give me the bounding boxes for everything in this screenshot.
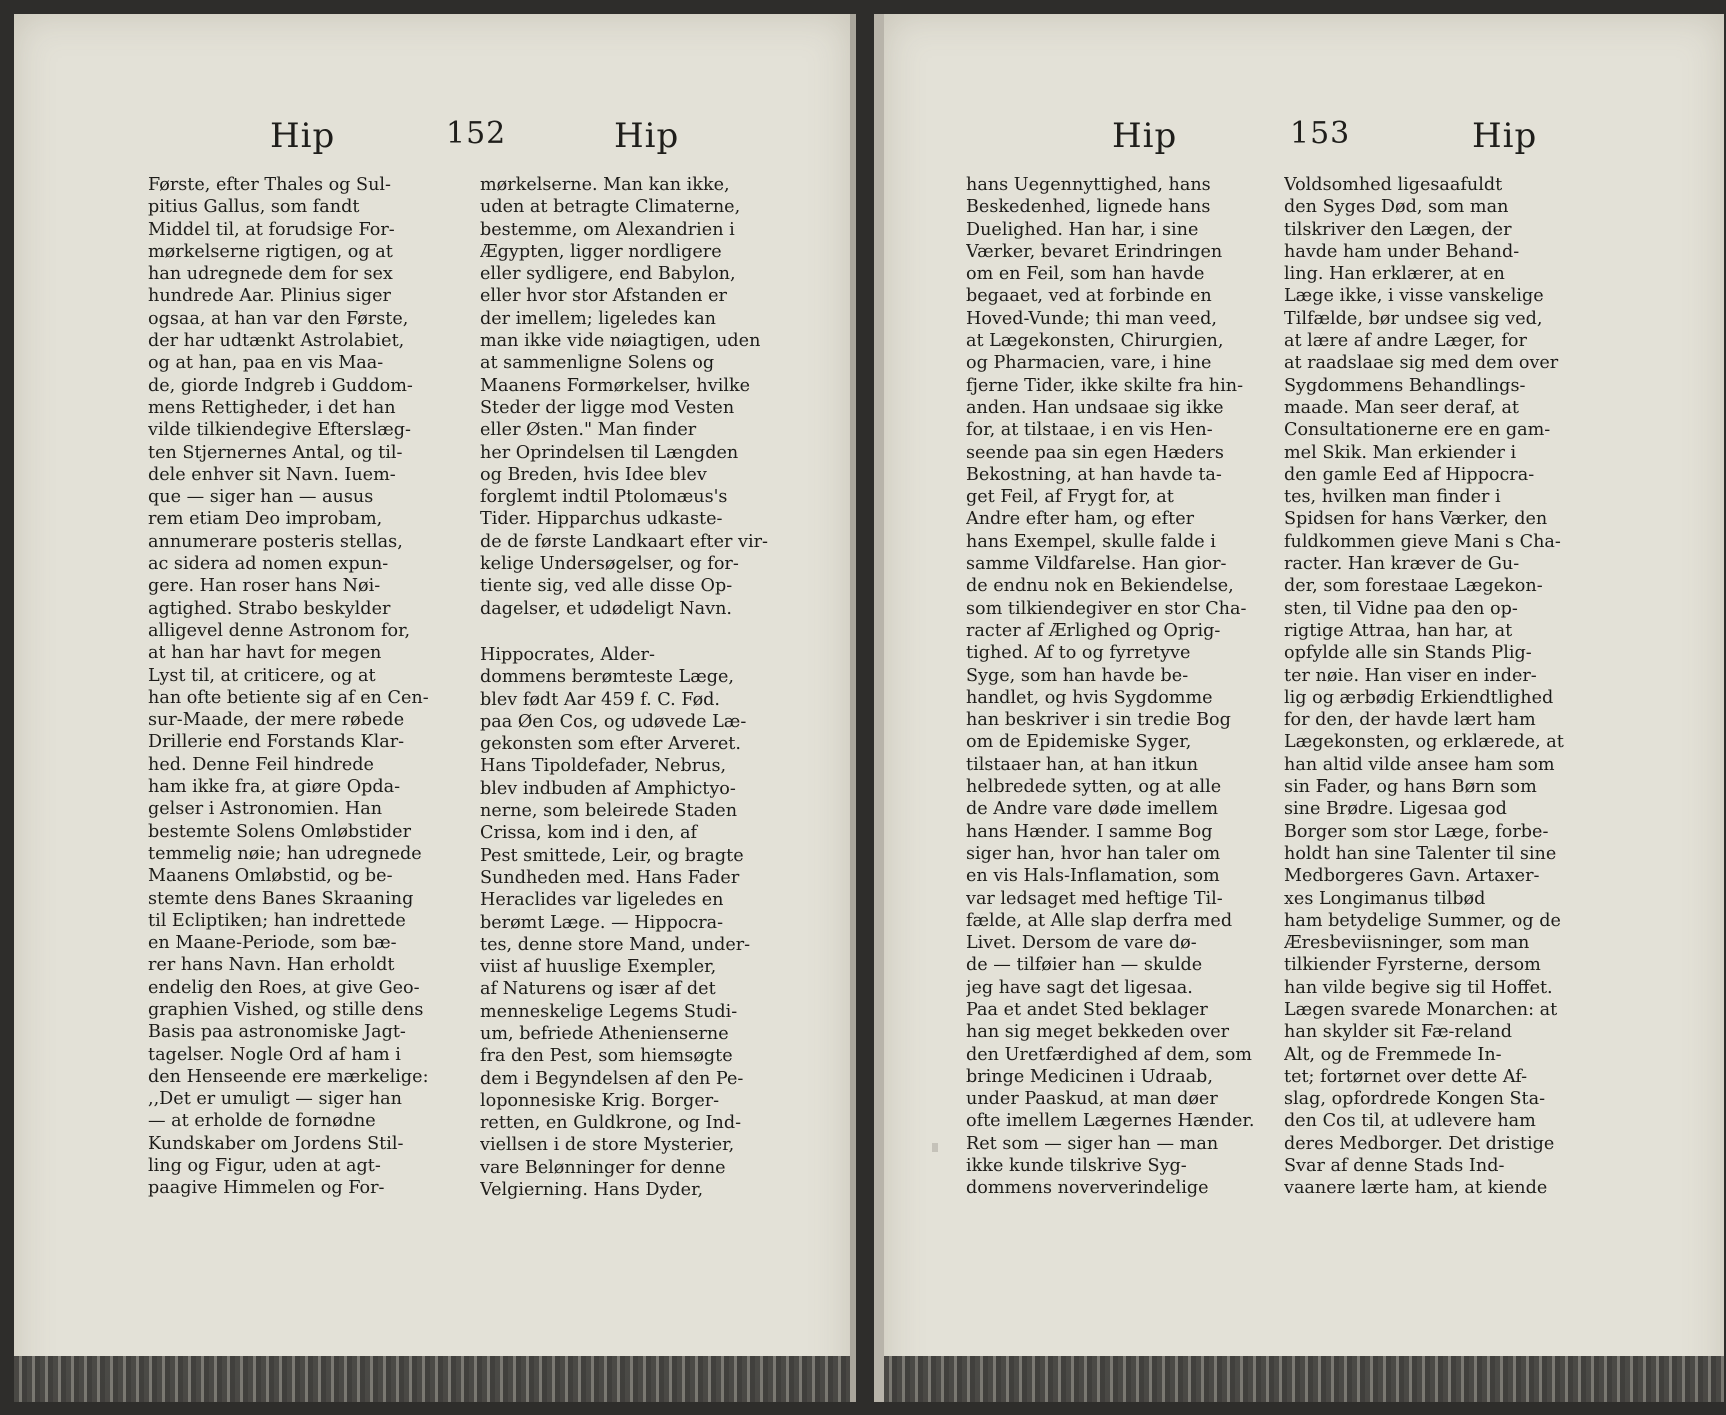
right-page — [874, 14, 1724, 1402]
text-line: sten, til Vidne paa den op- — [1284, 598, 1518, 619]
text-column-right — [1284, 174, 1602, 1200]
text-line: pitius Gallus, som fandt — [148, 197, 360, 218]
text-line: eller sydligere, end Babylon, — [480, 264, 736, 285]
text-line: Svar af denne Stads Ind- — [1284, 1156, 1505, 1177]
text-line: der, som forestaae Lægekon- — [1284, 576, 1543, 597]
text-line: deres Medborger. Det dristige — [1284, 1133, 1555, 1154]
text-line: at Lægekonsten, Chirurgien, — [966, 331, 1224, 352]
text-line: ter nøie. Han viser en inder- — [1284, 665, 1537, 686]
text-line: og Pharmacien, vare, i hine — [966, 353, 1212, 374]
text-line: paa Øen Cos, og udøvede Læ- — [480, 711, 747, 732]
text-line: dommens berømteste Læge, — [480, 667, 735, 688]
text-line: hans Uegennyttighed, hans — [966, 175, 1211, 195]
text-line: mens Rettigheder, i det han — [148, 397, 396, 418]
page-blemish — [932, 1143, 938, 1152]
text-line: mørkelserne. Man kan ikke, — [480, 175, 730, 195]
text-line: seende paa sin egen Hæders — [966, 442, 1224, 463]
text-line: que — siger han — ausus — [148, 487, 374, 508]
text-line: Maanens Omløbstid, og be- — [148, 866, 393, 887]
text-line: stemte dens Banes Skraaning — [148, 888, 414, 909]
text-line: Crissa, kom ind i den, af — [480, 823, 697, 844]
text-line: Duelighed. Han har, i sine — [966, 219, 1199, 240]
text-line: en vis Hals-Inflamation, som — [966, 866, 1220, 887]
text-line: holdt han sine Talenter til sine — [1284, 843, 1557, 864]
text-line: han sig meget bekkeden over — [966, 1022, 1230, 1043]
text-line: Lægen svarede Monarchen: at — [1284, 999, 1558, 1020]
text-line: tilstaaer han, at han itkun — [966, 754, 1199, 775]
text-line: dele enhver sit Navn. Iuem- — [148, 464, 396, 485]
text-column-left — [966, 174, 1288, 1200]
text-line: under Paaskud, at man døer — [966, 1089, 1218, 1110]
text-line: dommens noververindelige — [966, 1178, 1209, 1199]
text-line: Ægypten, ligger nordligere — [480, 241, 722, 262]
text-line: Æresbeviisninger, som man — [1284, 933, 1530, 954]
text-line: ikke kunde tilskrive Syg- — [966, 1156, 1187, 1177]
text-line: var ledsaget med heftige Til- — [966, 888, 1223, 909]
text-line: Hoved-Vunde; thi man veed, — [966, 308, 1217, 329]
text-line: paagive Himmelen og For- — [148, 1178, 385, 1199]
text-line: alligevel denne Astronom for, — [148, 620, 411, 641]
text-line: samme Vildfarelse. Han gior- — [966, 554, 1227, 575]
text-line: dem i Begyndelsen af den Pe- — [480, 1068, 744, 1089]
text-line: ogsaa, at han var den Første, — [148, 308, 409, 329]
text-line: blev indbuden af Amphictyo- — [480, 778, 736, 799]
text-line: han altid vilde ansee ham som — [1284, 754, 1555, 775]
text-line: havde ham under Behand- — [1284, 241, 1520, 262]
text-line: tet; fortørnet over dette Af- — [1284, 1066, 1528, 1087]
text-line: han udregnede dem for sex — [148, 264, 393, 285]
text-line: Spidsen for hans Værker, den — [1284, 509, 1548, 530]
text-line: tagelser. Nogle Ord af ham i — [148, 1044, 401, 1065]
text-line: til Ecliptiken; han indrettede — [148, 910, 406, 931]
text-line: Værker, bevaret Erindringen — [966, 241, 1223, 262]
running-head-left: Hip — [1112, 116, 1178, 156]
text-line: temmelig nøie; han udregnede — [148, 843, 422, 864]
text-line: get Feil, af Frygt for, at — [966, 487, 1174, 508]
text-line: ham betydelige Summer, og de — [1284, 910, 1561, 931]
text-line: Medborgeres Gavn. Artaxer- — [1284, 866, 1540, 887]
text-line: Hans Tipoldefader, Nebrus, — [480, 756, 727, 777]
text-line: Andre efter ham, og efter — [966, 509, 1195, 530]
text-line: sin Fader, og hans Børn som — [1284, 777, 1537, 798]
text-line: Middel til, at forudsige For- — [148, 219, 395, 240]
text-column-left — [148, 174, 466, 1200]
text-line: de endnu nok en Bekiendelse, — [966, 576, 1234, 597]
text-line: at han har havt for megen — [148, 643, 382, 664]
text-line: mørkelserne rigtigen, og at — [148, 241, 393, 262]
text-line: for, at tilstaae, i en vis Hen- — [966, 420, 1213, 441]
text-line: Basis paa astronomiske Jagt- — [148, 1022, 406, 1043]
text-line: den gamle Eed af Hippocra- — [1284, 464, 1535, 485]
text-line: Steder der ligge mod Vesten — [480, 397, 735, 418]
text-line: Beskedenhed, lignede hans — [966, 197, 1211, 218]
text-line: forglemt indtil Ptolomæus's — [480, 487, 728, 508]
text-line: Kundskaber om Jordens Stil- — [148, 1133, 404, 1154]
left-page — [14, 14, 856, 1402]
text-line: nerne, som beleirede Staden — [480, 801, 738, 822]
text-line: hans Exempel, skulle falde i — [966, 531, 1216, 552]
text-line: hed. Denne Feil hindrede — [148, 754, 374, 775]
text-line: den Henseende ere mærkelige: — [148, 1066, 429, 1087]
text-line: Tilfælde, bør undsee sig ved, — [1284, 308, 1543, 329]
text-line: Ret som — siger han — man — [966, 1133, 1219, 1154]
text-line: at sammenligne Solens og — [480, 353, 715, 374]
page-number: 152 — [446, 116, 507, 151]
text-line: hundrede Aar. Plinius siger — [148, 286, 391, 307]
text-line: Sygdommens Behandlings- — [1284, 375, 1526, 396]
text-line: den Syges Død, som man — [1284, 197, 1509, 218]
text-line: handlet, og hvis Sygdomme — [966, 687, 1213, 708]
text-line: lig og ærbødig Erkiendtlighed — [1284, 687, 1554, 708]
text-line: Maanens Formørkelser, hvilke — [480, 375, 751, 396]
paragraph-gap — [480, 620, 800, 644]
text-line: vare Belønninger for denne — [480, 1157, 726, 1178]
text-line: og at han, paa en vis Maa- — [148, 353, 384, 374]
text-line: for den, der havde lært ham — [1284, 710, 1536, 731]
text-line: Paa et andet Sted beklager — [966, 999, 1208, 1020]
text-line: berømt Læge. — Hippocra- — [480, 912, 724, 933]
text-line: han vilde begive sig til Hoffet. — [1284, 977, 1553, 998]
text-line: sur-Maade, der mere røbede — [148, 710, 405, 731]
text-line: tiente sig, ved alle disse Op- — [480, 576, 733, 597]
text-line: ling. Han erklærer, at en — [1284, 264, 1505, 285]
text-line: slag, opfordrede Kongen Sta- — [1284, 1089, 1546, 1110]
text-line: sine Brødre. Ligesaa god — [1284, 799, 1507, 820]
text-line: Bekostning, at han havde ta- — [966, 464, 1222, 485]
text-line: annumerare posteris stellas, — [148, 531, 403, 552]
text-line: Syge, som han havde be- — [966, 665, 1189, 686]
text-line: Heraclides var ligeledes en — [480, 890, 724, 911]
text-line: gere. Han roser hans Nøi- — [148, 576, 381, 597]
text-line: viist af huuslige Exempler, — [480, 957, 717, 978]
text-line: han beskriver i sin tredie Bog — [966, 710, 1231, 731]
text-line: — at erholde de fornødne — [148, 1111, 376, 1132]
text-line: blev født Aar 459 f. C. Fød. — [480, 689, 721, 710]
text-line: tilkiender Fyrsterne, dersom — [1284, 955, 1541, 976]
text-line: den Uretfærdighed af dem, som — [966, 1044, 1252, 1065]
text-line: rer hans Navn. Han erholdt — [148, 955, 395, 976]
paragraph-hippocrates — [480, 644, 800, 1201]
text-line: opfylde alle sin Stands Plig- — [1284, 643, 1532, 664]
running-head-right: Hip — [614, 116, 680, 156]
text-line: hans Hænder. I samme Bog — [966, 821, 1213, 842]
text-line: han ofte betiente sig af en Cen- — [148, 687, 429, 708]
text-line: man ikke vide nøiagtigen, uden — [480, 331, 761, 352]
text-line: agtighed. Strabo beskylder — [148, 598, 391, 619]
text-line: racter. Han kræver de Gu- — [1284, 554, 1520, 575]
text-line: Læge ikke, i visse vanskelige — [1284, 286, 1544, 307]
text-line: Velgierning. Hans Dyder, — [480, 1180, 704, 1201]
text-line: vaanere lærte ham, at kiende — [1284, 1178, 1548, 1199]
running-head-right: Hip — [1472, 116, 1538, 156]
text-line: Drillerie end Forstands Klar- — [148, 732, 405, 753]
text-line: fælde, at Alle slap derfra med — [966, 910, 1233, 931]
text-line: her Oprindelsen til Længden — [480, 442, 739, 463]
text-column-right — [480, 174, 800, 1201]
text-line: ,,Det er umuligt — siger han — [148, 1089, 402, 1110]
text-line: Borger som stor Læge, forbe- — [1284, 821, 1549, 842]
text-line: helbredede sytten, og at alle — [966, 777, 1222, 798]
text-line: der har udtænkt Astrolabiet, — [148, 331, 405, 352]
text-line: Alt, og de Fremmede In- — [1284, 1044, 1502, 1065]
text-line: racter af Ærlighed og Oprig- — [966, 620, 1221, 641]
text-line: eller Østen." Man finder — [480, 420, 697, 441]
text-line: de, giorde Indgreb i Guddom- — [148, 375, 413, 396]
text-line: maade. Man seer deraf, at — [1284, 397, 1520, 418]
text-line: fuldkommen gieve Mani s Cha- — [1284, 531, 1561, 552]
text-line: ofte imellem Lægernes Hænder. — [966, 1111, 1255, 1132]
text-line: ac sidera ad nomen expun- — [148, 554, 389, 575]
running-head-left: Hip — [270, 116, 336, 156]
text-line: Tider. Hipparchus udkaste- — [480, 509, 723, 530]
text-line: tes, denne store Mand, under- — [480, 934, 751, 955]
text-line: retten, en Guldkrone, og Ind- — [480, 1113, 742, 1134]
text-line: bestemte Solens Omløbstider — [148, 821, 411, 842]
text-line: graphien Vished, og stille dens — [148, 999, 424, 1020]
text-line: Livet. Dersom de vare dø- — [966, 933, 1197, 954]
text-line: menneskelige Legems Studi- — [480, 1001, 738, 1022]
text-line: der imellem; ligeledes kan — [480, 308, 717, 329]
text-line: fra den Pest, som hiemsøgte — [480, 1046, 733, 1067]
text-line: Hippocrates, Alder- — [480, 644, 655, 665]
text-line: Voldsomhed ligesaafuldt — [1284, 175, 1503, 195]
text-line: mel Skik. Man erkiender i — [1284, 442, 1517, 463]
text-line: jeg have sagt det ligesaa. — [966, 977, 1193, 998]
text-line: siger han, hvor han taler om — [966, 843, 1221, 864]
text-line: Sundheden med. Hans Fader — [480, 867, 740, 888]
text-line: om en Feil, som han havde — [966, 264, 1205, 285]
text-line: vilde tilkiendegive Efterslæg- — [148, 420, 411, 441]
text-line: rem etiam Deo improbam, — [148, 509, 383, 530]
text-line: fjerne Tider, ikke skilte fra hin- — [966, 375, 1244, 396]
text-line: de Andre vare døde imellem — [966, 799, 1219, 820]
text-line: og Breden, hvis Idee blev — [480, 464, 707, 485]
text-line: han skylder sit Fæ-reland — [1284, 1022, 1513, 1043]
text-line: xes Longimanus tilbød — [1284, 888, 1486, 909]
text-line: om de Epidemiske Syger, — [966, 732, 1192, 753]
text-line: at lære af andre Læger, for — [1284, 331, 1527, 352]
text-line: bringe Medicinen i Udraab, — [966, 1066, 1213, 1087]
text-line: en Maane-Periode, som bæ- — [148, 933, 397, 954]
text-line: af Naturens og især af det — [480, 979, 716, 1000]
text-line: de de første Landkaart efter vir- — [480, 531, 768, 552]
text-line: ling og Figur, uden at agt- — [148, 1156, 381, 1177]
text-line: viellsen i de store Mysterier, — [480, 1135, 735, 1156]
text-line: de — tilføier han — skulde — [966, 955, 1203, 976]
text-line: tilskriver den Lægen, der — [1284, 219, 1512, 240]
text-line: som tilkiendegiver en stor Cha- — [966, 598, 1247, 619]
text-line: eller hvor stor Afstanden er — [480, 286, 727, 307]
text-line: um, befriede Athenienserne — [480, 1023, 729, 1044]
text-line: dagelser, et udødeligt Navn. — [480, 598, 733, 619]
text-line: Lyst til, at criticere, og at — [148, 665, 376, 686]
text-line: Lægekonsten, og erklærede, at — [1284, 732, 1564, 753]
text-line: begaaet, ved at forbinde en — [966, 286, 1212, 307]
text-line: endelig den Roes, at give Geo- — [148, 977, 420, 998]
text-line: gekonsten som efter Arveret. — [480, 734, 741, 755]
text-line: tighed. Af to og fyrretyve — [966, 643, 1191, 664]
paragraph-continuation — [480, 174, 800, 620]
text-line: Consultationerne ere en gam- — [1284, 420, 1551, 441]
text-line: kelige Undersøgelser, og for- — [480, 554, 739, 575]
text-line: gelser i Astronomien. Han — [148, 799, 383, 820]
text-line: anden. Han undsaae sig ikke — [966, 397, 1224, 418]
text-line: Pest smittede, Leir, og bragte — [480, 845, 744, 866]
text-line: at raadslaae sig med dem over — [1284, 353, 1559, 374]
text-line: den Cos til, at udlevere ham — [1284, 1111, 1536, 1132]
text-line: Første, efter Thales og Sul- — [148, 175, 391, 195]
text-line: bestemme, om Alexandrien i — [480, 219, 735, 240]
text-line: tes, hvilken man finder i — [1284, 487, 1501, 508]
text-line: ham ikke fra, at giøre Opda- — [148, 777, 401, 798]
page-number: 153 — [1290, 116, 1351, 151]
text-line: loponnesiske Krig. Borger- — [480, 1090, 720, 1111]
text-line: ten Stjernernes Antal, og til- — [148, 442, 403, 463]
text-line: uden at betragte Climaterne, — [480, 197, 741, 218]
text-line: rigtige Attraa, han har, at — [1284, 620, 1513, 641]
